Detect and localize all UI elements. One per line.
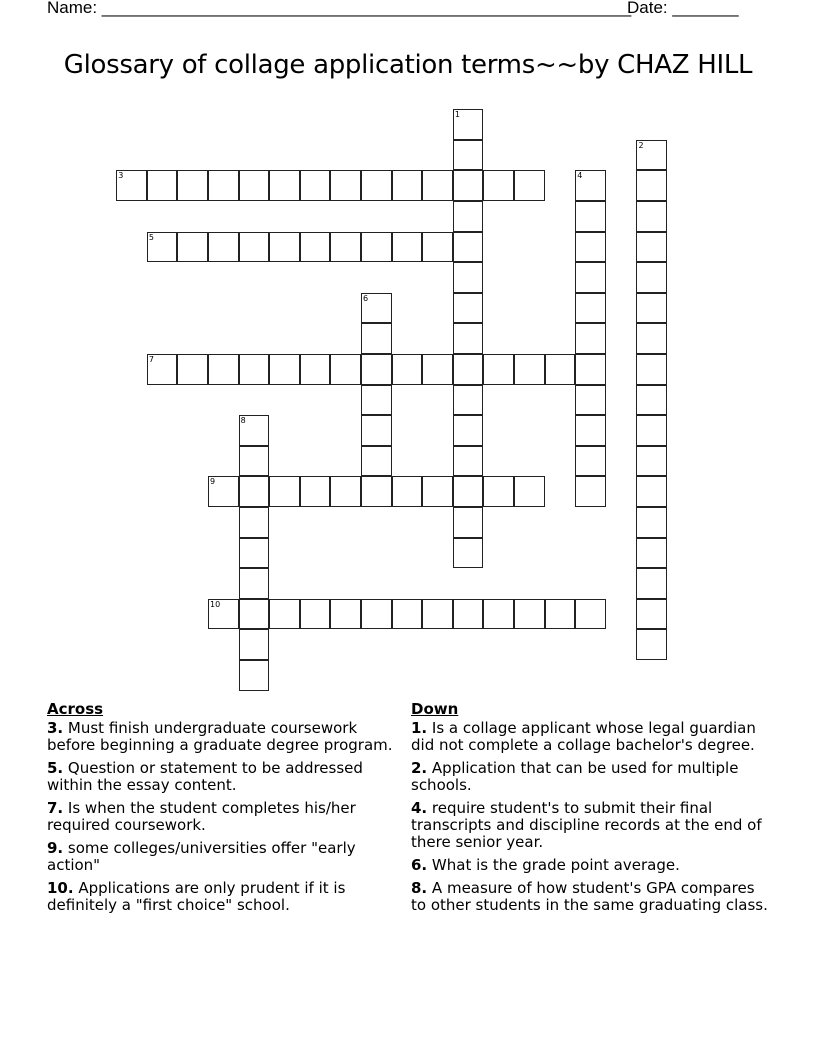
grid-cell[interactable] (453, 385, 484, 416)
cell-number: 6 (363, 293, 369, 303)
grid-cell[interactable] (575, 201, 606, 232)
grid-cell[interactable] (239, 170, 270, 201)
grid-cell[interactable] (636, 599, 667, 630)
across-clue (47, 720, 407, 754)
grid-cell[interactable] (239, 415, 270, 446)
grid-cell[interactable] (300, 170, 331, 201)
grid-cell[interactable] (545, 354, 576, 385)
grid-cell[interactable] (453, 538, 484, 569)
grid-cell[interactable] (392, 354, 423, 385)
grid-cell[interactable] (575, 170, 606, 201)
down-clue (411, 880, 771, 914)
name-field[interactable]: Name: ________________________________________________________ (47, 0, 632, 17)
down-clues (411, 701, 771, 920)
grid-cell[interactable] (636, 446, 667, 477)
clue-number: 8. (411, 879, 428, 897)
grid-cell[interactable] (147, 354, 178, 385)
grid-cell[interactable] (239, 232, 270, 263)
clue-number: 7. (47, 799, 64, 817)
grid-cell[interactable] (361, 446, 392, 477)
grid-cell[interactable] (422, 476, 453, 507)
grid-cell[interactable] (453, 599, 484, 630)
down-clue (411, 800, 771, 851)
grid-cell[interactable] (269, 599, 300, 630)
clue-text: A measure of how student's GPA compares to other students in the same graduating class. (411, 879, 768, 914)
grid-cell[interactable] (422, 170, 453, 201)
grid-cell[interactable] (239, 538, 270, 569)
grid-cell[interactable] (453, 201, 484, 232)
grid-cell[interactable] (636, 507, 667, 538)
cell-number: 9 (210, 477, 216, 487)
grid-cell[interactable] (361, 385, 392, 416)
grid-cell[interactable] (636, 629, 667, 660)
clue-number: 9. (47, 839, 64, 857)
grid-cell[interactable] (483, 354, 514, 385)
grid-cell[interactable] (483, 170, 514, 201)
grid-cell[interactable] (575, 232, 606, 263)
clue-number: 2. (411, 759, 428, 777)
grid-cell[interactable] (361, 476, 392, 507)
grid-cell[interactable] (330, 476, 361, 507)
grid-cell[interactable] (422, 354, 453, 385)
grid-cell[interactable] (575, 385, 606, 416)
grid-cell[interactable] (392, 599, 423, 630)
grid-cell[interactable] (575, 323, 606, 354)
grid-cell[interactable] (147, 232, 178, 263)
cell-number: 10 (210, 599, 221, 609)
clue-number: 10. (47, 879, 74, 897)
grid-cell[interactable] (453, 232, 484, 263)
grid-cell[interactable] (361, 293, 392, 324)
grid-cell[interactable] (575, 446, 606, 477)
across-clue (47, 760, 407, 794)
grid-cell[interactable] (269, 354, 300, 385)
clue-text: some colleges/universities offer "early action" (47, 839, 356, 874)
grid-cell[interactable] (330, 232, 361, 263)
grid-cell[interactable] (636, 415, 667, 446)
grid-cell[interactable] (575, 599, 606, 630)
grid-cell[interactable] (239, 629, 270, 660)
grid-cell[interactable] (269, 476, 300, 507)
grid-cell[interactable] (361, 354, 392, 385)
grid-cell[interactable] (300, 232, 331, 263)
down-heading: Down (411, 700, 459, 718)
clue-text: Applications are only prudent if it is definitely a "first choice" school. (47, 879, 346, 914)
grid-cell[interactable] (239, 568, 270, 599)
cell-number: 4 (577, 171, 583, 181)
grid-cell[interactable] (453, 293, 484, 324)
grid-cell[interactable] (483, 599, 514, 630)
grid-cell[interactable] (361, 599, 392, 630)
grid-cell[interactable] (361, 323, 392, 354)
grid-cell[interactable] (147, 170, 178, 201)
grid-cell[interactable] (636, 170, 667, 201)
grid-cell[interactable] (636, 568, 667, 599)
clue-text: What is the grade point average. (431, 856, 680, 874)
grid-cell[interactable] (392, 170, 423, 201)
grid-cell[interactable] (392, 476, 423, 507)
grid-cell[interactable] (453, 507, 484, 538)
grid-cell[interactable] (239, 354, 270, 385)
clue-text: Application that can be used for multiple schools. (411, 759, 739, 794)
grid-cell[interactable] (483, 476, 514, 507)
grid-cell[interactable] (239, 599, 270, 630)
grid-cell[interactable] (453, 262, 484, 293)
clue-number: 6. (411, 856, 428, 874)
grid-cell[interactable] (636, 538, 667, 569)
grid-cell[interactable] (361, 170, 392, 201)
grid-cell[interactable] (269, 232, 300, 263)
clue-text: Is when the student completes his/her required coursework. (47, 799, 356, 834)
across-clue (47, 800, 407, 834)
clue-text: Must finish undergraduate coursework before beginning a graduate degree program. (47, 719, 393, 754)
grid-cell[interactable] (575, 354, 606, 385)
across-clue (47, 880, 407, 914)
date-field[interactable]: Date: _______ (627, 0, 739, 17)
grid-cell[interactable] (208, 354, 239, 385)
grid-cell[interactable] (636, 293, 667, 324)
grid-cell[interactable] (208, 232, 239, 263)
down-clue (411, 760, 771, 794)
grid-cell[interactable] (636, 476, 667, 507)
across-clues (47, 701, 407, 920)
grid-cell[interactable] (453, 476, 484, 507)
grid-cell[interactable] (422, 599, 453, 630)
grid-cell[interactable] (361, 232, 392, 263)
grid-cell[interactable] (514, 476, 545, 507)
grid-cell[interactable] (330, 599, 361, 630)
grid-cell[interactable] (239, 446, 270, 477)
grid-cell[interactable] (453, 415, 484, 446)
clue-number: 3. (47, 719, 64, 737)
grid-cell[interactable] (208, 599, 239, 630)
grid-cell[interactable] (636, 385, 667, 416)
cell-number: 1 (454, 110, 460, 120)
cell-number: 7 (148, 355, 154, 365)
clue-text: Question or statement to be addressed within the essay content. (47, 759, 363, 794)
grid-cell[interactable] (453, 140, 484, 171)
page-title: Glossary of collage application terms~~by CHAZ HILL (63, 50, 753, 80)
grid-cell[interactable] (330, 170, 361, 201)
across-clue (47, 840, 407, 874)
grid-cell[interactable] (300, 599, 331, 630)
grid-cell[interactable] (575, 293, 606, 324)
grid-cell[interactable] (453, 323, 484, 354)
clue-text: Is a collage applicant whose legal guardian did not complete a collage bachelor's degree. (411, 719, 756, 754)
grid-cell[interactable] (177, 232, 208, 263)
grid-cell[interactable] (636, 323, 667, 354)
grid-cell[interactable] (300, 476, 331, 507)
grid-cell[interactable] (177, 170, 208, 201)
grid-cell[interactable] (636, 262, 667, 293)
grid-cell[interactable] (514, 170, 545, 201)
grid-cell[interactable] (116, 170, 147, 201)
grid-cell[interactable] (239, 476, 270, 507)
grid-cell[interactable] (239, 507, 270, 538)
clue-text: require student's to submit their final transcripts and discipline records at the end of there senior year. (411, 799, 762, 851)
grid-cell[interactable] (545, 599, 576, 630)
cell-number: 2 (638, 140, 644, 150)
cell-number: 8 (240, 416, 246, 426)
grid-cell[interactable] (514, 599, 545, 630)
grid-cell[interactable] (330, 354, 361, 385)
grid-cell[interactable] (453, 170, 484, 201)
clue-number: 4. (411, 799, 428, 817)
grid-cell[interactable] (269, 170, 300, 201)
grid-cell[interactable] (392, 232, 423, 263)
grid-cell[interactable] (575, 262, 606, 293)
grid-cell[interactable] (453, 446, 484, 477)
grid-cell[interactable] (208, 170, 239, 201)
grid-cell[interactable] (453, 354, 484, 385)
grid-cell[interactable] (239, 660, 270, 691)
grid-cell[interactable] (575, 476, 606, 507)
grid-cell[interactable] (300, 354, 331, 385)
grid-cell[interactable] (636, 201, 667, 232)
down-clue (411, 857, 771, 874)
grid-cell[interactable] (636, 232, 667, 263)
cell-number: 5 (148, 232, 154, 242)
across-heading: Across (47, 700, 104, 718)
grid-cell[interactable] (575, 415, 606, 446)
clue-number: 5. (47, 759, 64, 777)
down-clue (411, 720, 771, 754)
grid-cell[interactable] (636, 140, 667, 171)
grid-cell[interactable] (177, 354, 208, 385)
grid-cell[interactable] (514, 354, 545, 385)
grid-cell[interactable] (422, 232, 453, 263)
grid-cell[interactable] (208, 476, 239, 507)
grid-cell[interactable] (361, 415, 392, 446)
clue-number: 1. (411, 719, 428, 737)
grid-cell[interactable] (453, 109, 484, 140)
cell-number: 3 (118, 171, 124, 181)
grid-cell[interactable] (636, 354, 667, 385)
